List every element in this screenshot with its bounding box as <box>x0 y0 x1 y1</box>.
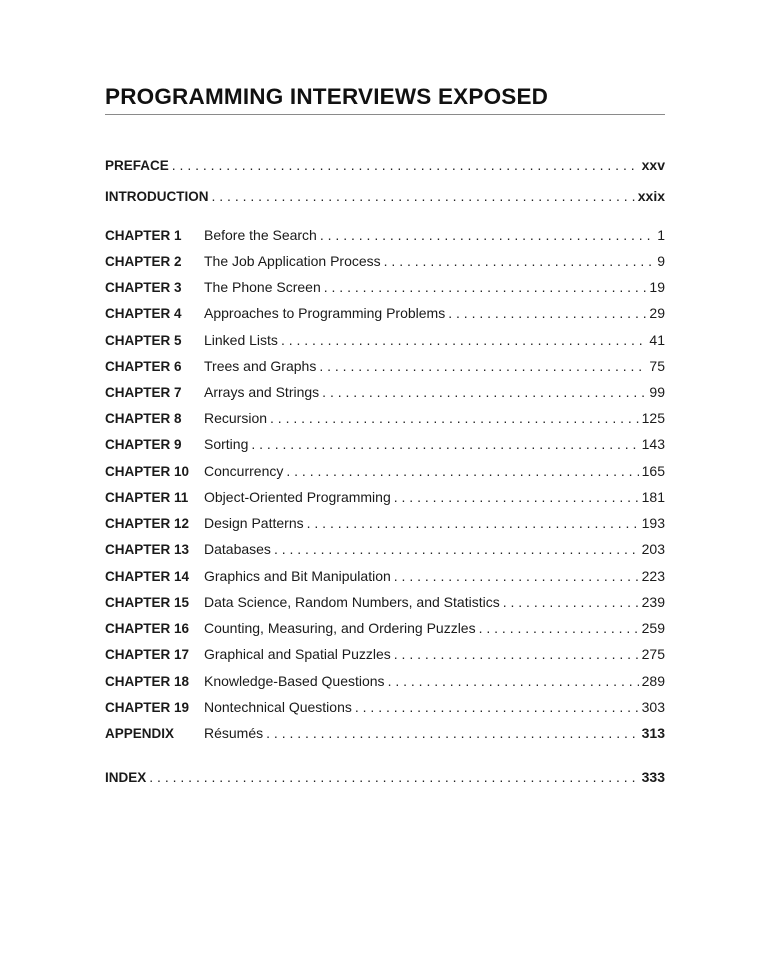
chapter-title: Recursion <box>204 410 268 426</box>
dot-leader <box>448 303 646 323</box>
page-number: 303 <box>641 699 665 715</box>
dot-leader <box>319 356 646 376</box>
page-number: 259 <box>641 620 665 636</box>
chapter-title: Graphics and Bit Manipulation <box>204 568 391 584</box>
chapter-title: Sorting <box>204 436 249 452</box>
dot-leader <box>172 155 639 175</box>
chapter-label: CHAPTER 13 <box>105 542 190 557</box>
toc-entry-chapter-18[interactable] <box>105 671 665 691</box>
dot-leader <box>286 461 638 481</box>
dot-leader <box>479 618 639 638</box>
page-number: 19 <box>649 279 665 295</box>
dot-leader <box>384 251 655 271</box>
chapter-label: CHAPTER 1 <box>105 228 182 243</box>
chapter-label: CHAPTER 5 <box>105 333 182 348</box>
chapter-title: The Phone Screen <box>204 279 321 295</box>
dot-leader <box>212 186 635 206</box>
entry-label: INTRODUCTION <box>105 189 209 204</box>
page-number: 193 <box>641 515 665 531</box>
page-number: 99 <box>649 384 665 400</box>
chapter-label: CHAPTER 4 <box>105 306 182 321</box>
page-title: PROGRAMMING INTERVIEWS EXPOSED <box>105 84 549 109</box>
toc-entry-appendix[interactable] <box>105 723 665 743</box>
dot-leader <box>149 767 638 787</box>
chapter-label: CHAPTER 12 <box>105 516 190 531</box>
dot-leader <box>355 697 639 717</box>
toc-entry-chapter-15[interactable] <box>105 592 665 612</box>
toc-entry-chapter-6[interactable] <box>105 356 665 376</box>
toc-entry-index[interactable] <box>105 767 665 787</box>
toc-entry-chapter-11[interactable] <box>105 487 665 507</box>
chapter-label: CHAPTER 8 <box>105 411 182 426</box>
chapter-title: Design Patterns <box>204 515 304 531</box>
title-divider <box>105 114 665 115</box>
chapter-title: Nontechnical Questions <box>204 699 352 715</box>
page-number: 333 <box>641 769 665 785</box>
dot-leader <box>251 434 638 454</box>
page-number: 29 <box>649 305 665 321</box>
chapter-title: Trees and Graphs <box>204 358 317 374</box>
toc-entry-preface[interactable] <box>105 155 665 175</box>
dot-leader <box>307 513 639 533</box>
toc-entry-chapter-14[interactable] <box>105 566 665 586</box>
chapter-label: CHAPTER 10 <box>105 464 190 479</box>
page-number: 223 <box>641 568 665 584</box>
chapter-label: CHAPTER 18 <box>105 674 190 689</box>
toc-entry-chapter-10[interactable] <box>105 461 665 481</box>
chapter-title: Object-Oriented Programming <box>204 489 391 505</box>
dot-leader <box>394 566 639 586</box>
dot-leader <box>266 723 639 743</box>
toc-entry-chapter-2[interactable] <box>105 251 665 271</box>
toc-entry-chapter-7[interactable] <box>105 382 665 402</box>
entry-label: INDEX <box>105 770 147 785</box>
chapter-label: CHAPTER 2 <box>105 254 182 269</box>
page-number: 125 <box>641 410 665 426</box>
chapter-title: Knowledge-Based Questions <box>204 673 385 689</box>
toc-entry-chapter-4[interactable] <box>105 303 665 323</box>
chapter-title: Data Science, Random Numbers, and Statistics <box>204 594 500 610</box>
dot-leader <box>388 671 639 691</box>
chapter-title: Graphical and Spatial Puzzles <box>204 646 391 662</box>
chapter-title: Approaches to Programming Problems <box>204 305 446 321</box>
toc-entry-chapter-5[interactable] <box>105 330 665 350</box>
dot-leader <box>320 225 654 245</box>
page-number: 165 <box>641 463 665 479</box>
toc-entry-chapter-9[interactable] <box>105 434 665 454</box>
page-number: 1 <box>657 227 665 243</box>
page-number: 203 <box>641 541 665 557</box>
toc-entry-chapter-17[interactable] <box>105 644 665 664</box>
dot-leader <box>274 539 639 559</box>
page-number: 289 <box>641 673 665 689</box>
chapter-label: CHAPTER 6 <box>105 359 182 374</box>
chapter-title: Arrays and Strings <box>204 384 320 400</box>
page-number: 75 <box>649 358 665 374</box>
page-number: xxix <box>637 188 665 204</box>
page-number: 41 <box>649 332 665 348</box>
chapter-title: Linked Lists <box>204 332 278 348</box>
page-number: xxv <box>641 157 665 173</box>
chapter-label: CHAPTER 11 <box>105 490 189 505</box>
chapter-label: CHAPTER 3 <box>105 280 182 295</box>
chapter-label: CHAPTER 9 <box>105 437 182 452</box>
page-number: 143 <box>641 436 665 452</box>
toc-entry-chapter-13[interactable] <box>105 539 665 559</box>
chapter-label: CHAPTER 19 <box>105 700 190 715</box>
page-number: 275 <box>641 646 665 662</box>
toc-entry-chapter-12[interactable] <box>105 513 665 533</box>
page-number: 239 <box>641 594 665 610</box>
chapter-title: The Job Application Process <box>204 253 381 269</box>
toc-entry-chapter-16[interactable] <box>105 618 665 638</box>
dot-leader <box>322 382 646 402</box>
toc-entry-introduction[interactable] <box>105 186 665 206</box>
chapter-label: CHAPTER 17 <box>105 647 190 662</box>
dot-leader <box>281 330 646 350</box>
page-number: 9 <box>657 253 665 269</box>
appendix-label: APPENDIX <box>105 726 175 741</box>
toc-entry-chapter-8[interactable] <box>105 408 665 428</box>
toc-entry-chapter-3[interactable] <box>105 277 665 297</box>
chapter-title: Concurrency <box>204 463 284 479</box>
chapter-label: CHAPTER 15 <box>105 595 190 610</box>
chapter-title: Counting, Measuring, and Ordering Puzzles <box>204 620 476 636</box>
chapter-title: Databases <box>204 541 271 557</box>
appendix-title: Résumés <box>204 725 264 741</box>
toc-entry-chapter-19[interactable] <box>105 697 665 717</box>
dot-leader <box>503 592 639 612</box>
entry-label: PREFACE <box>105 158 169 173</box>
chapter-label: CHAPTER 14 <box>105 569 190 584</box>
dot-leader <box>270 408 639 428</box>
chapter-label: CHAPTER 16 <box>105 621 190 636</box>
page-number: 313 <box>641 725 665 741</box>
toc-entry-chapter-1[interactable] <box>105 225 665 245</box>
chapter-label: CHAPTER 7 <box>105 385 182 400</box>
dot-leader <box>394 487 639 507</box>
chapter-title: Before the Search <box>204 227 317 243</box>
dot-leader <box>324 277 647 297</box>
page-number: 181 <box>641 489 665 505</box>
dot-leader <box>394 644 639 664</box>
